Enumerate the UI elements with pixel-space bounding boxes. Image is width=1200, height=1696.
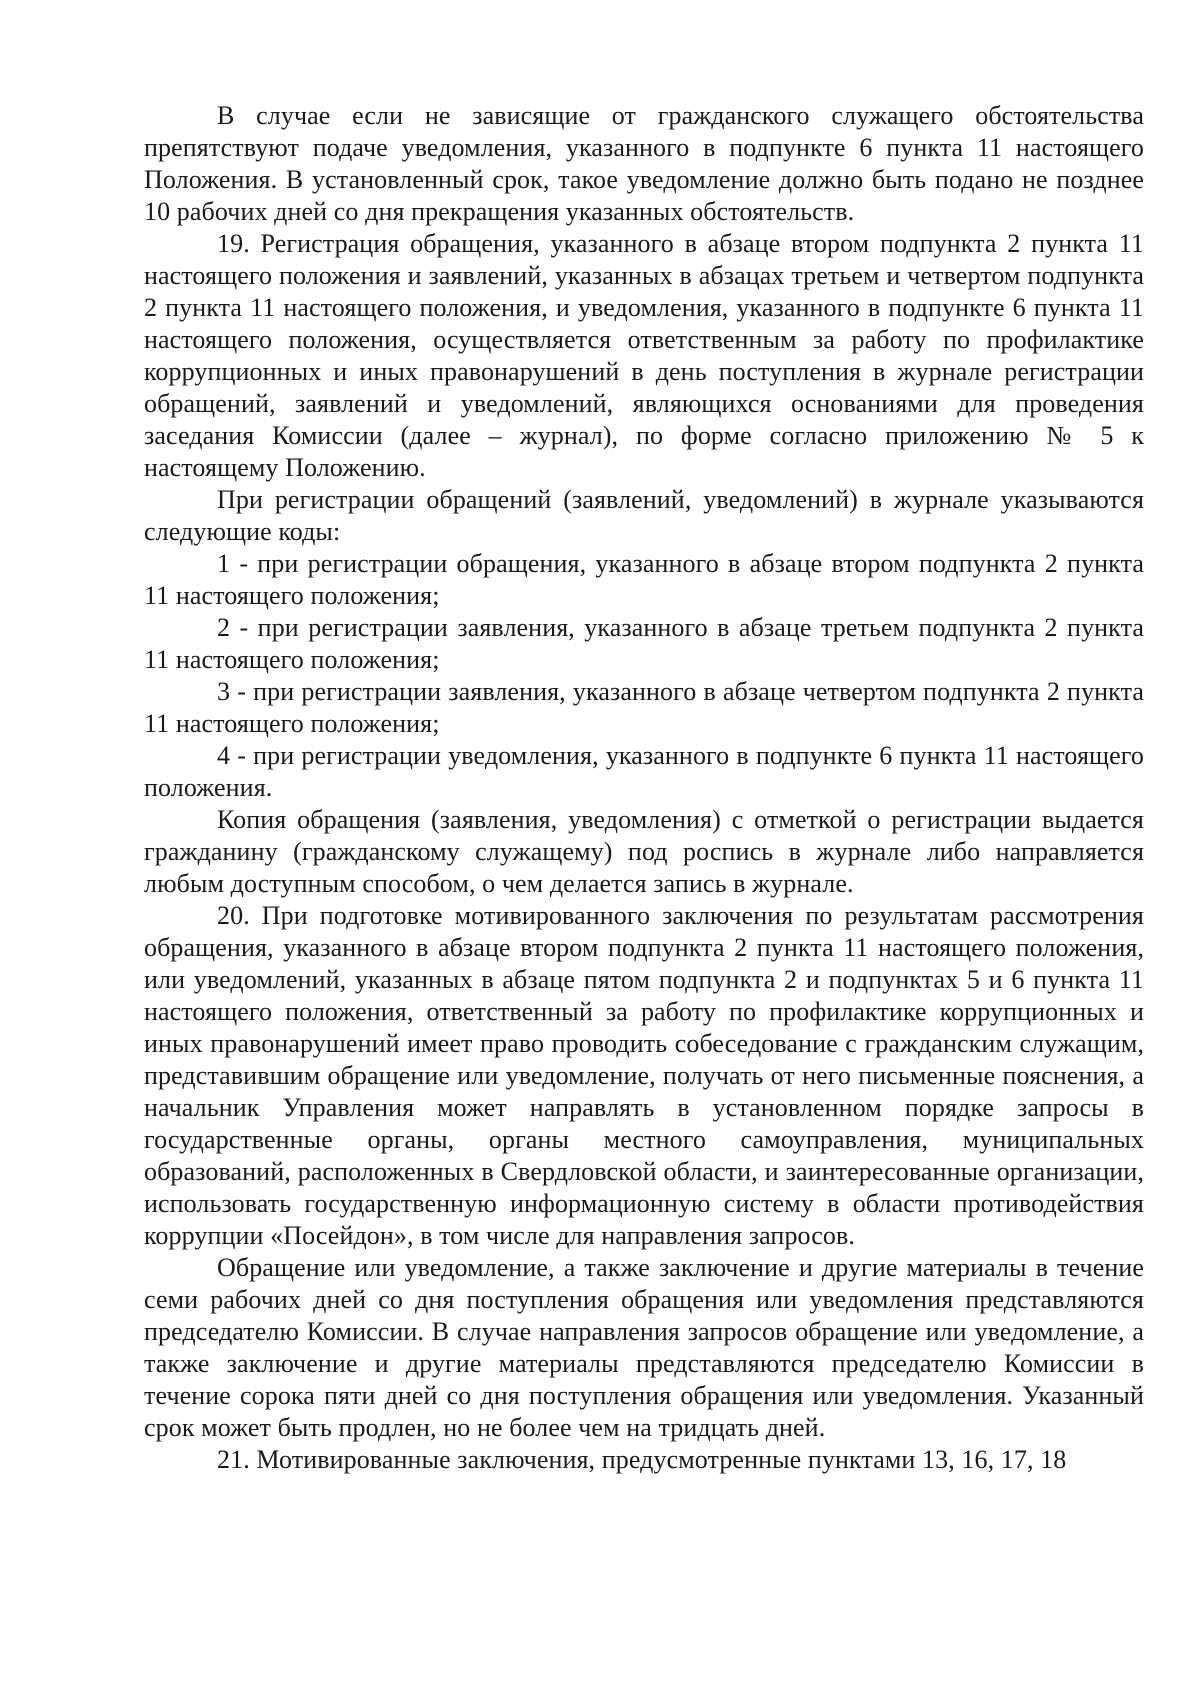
paragraph-late-notice: В случае если не зависящие от гражданского служащего обстоятельства препятствуют подаче уведомления, указанного в подпункте 6 пункта 11 настоящего Положения. В установленный срок, такое уведомление должно быть подано не позднее 10 рабочих дней со дня прекращения указанных обстоятельств. (144, 101, 1144, 226)
paragraph-codes-intro: При регистрации обращений (заявлений, уведомлений) в журнале указываются следующие коды: (144, 485, 1144, 546)
paragraph-copy-issue: Копия обращения (заявления, уведомления) с отметкой о регистрации выдается гражданину (гражданскому служащему) под роспись в журнале либо направляется любым доступным способом, о чем делается запись в журнале. (144, 805, 1144, 898)
paragraph-code-3: 3 - при регистрации заявления, указанного в абзаце четвертом подпункта 2 пункта 11 настоящего положения; (144, 677, 1144, 738)
paragraph-code-1: 1 - при регистрации обращения, указанного в абзаце втором подпункта 2 пункта 11 настоящего положения; (144, 549, 1144, 610)
paragraph-19-registration: 19. Регистрация обращения, указанного в абзаце втором подпункта 2 пункта 11 настоящего положения и заявлений, указанных в абзацах третьем и четвертом подпункта 2 пункта 11 настоящего положения, и уведомления, указанного в подпункте 6 пункта 11 настоящего положения, осуществляется ответственным за работу по профилактике коррупционных и иных правонарушений в день поступления в журнале регистрации обращений, заявлений и уведомлений, являющихся основаниями для проведения заседания Комиссии (далее – журнал), по форме согласно приложению № 5 к настоящему Положению. (144, 229, 1144, 482)
paragraph-code-2: 2 - при регистрации заявления, указанного в абзаце третьем подпункта 2 пункта 11 настоящего положения; (144, 613, 1144, 674)
paragraph-submission-deadlines: Обращение или уведомление, а также заключение и другие материалы в течение семи рабочих дней со дня поступления обращения или уведомления представляются председателю Комиссии. В случае направления запросов обращение или уведомление, а также заключение и другие материалы представляются председателю Комиссии в течение сорока пяти дней со дня поступления обращения или уведомления. Указанный срок может быть продлен, но не более чем на тридцать дней. (144, 1253, 1144, 1442)
paragraph-21-conclusions: 21. Мотивированные заключения, предусмотренные пунктами 13, 16, 17, 18 (217, 1445, 1067, 1474)
document-body (144, 100, 1144, 1476)
paragraph-code-4: 4 - при регистрации уведомления, указанного в подпункте 6 пункта 11 настоящего положения. (144, 741, 1144, 802)
paragraph-20-preparation: 20. При подготовке мотивированного заключения по результатам рассмотрения обращения, указанного в абзаце втором подпункта 2 пункта 11 настоящего положения, или уведомлений, указанных в абзаце пятом подпункта 2 и подпунктах 5 и 6 пункта 11 настоящего положения, ответственный за работу по профилактике коррупционных и иных правонарушений имеет право проводить собеседование с гражданским служащим, представившим обращение или уведомление, получать от него письменные пояснения, а начальник Управления может направлять в установленном порядке запросы в государственные органы, органы местного самоуправления, муниципальных образований, расположенных в Свердловской области, и заинтересованные организации, использовать государственную информационную систему в области противодействия коррупции «Посейдон», в том числе для направления запросов. (144, 901, 1144, 1250)
